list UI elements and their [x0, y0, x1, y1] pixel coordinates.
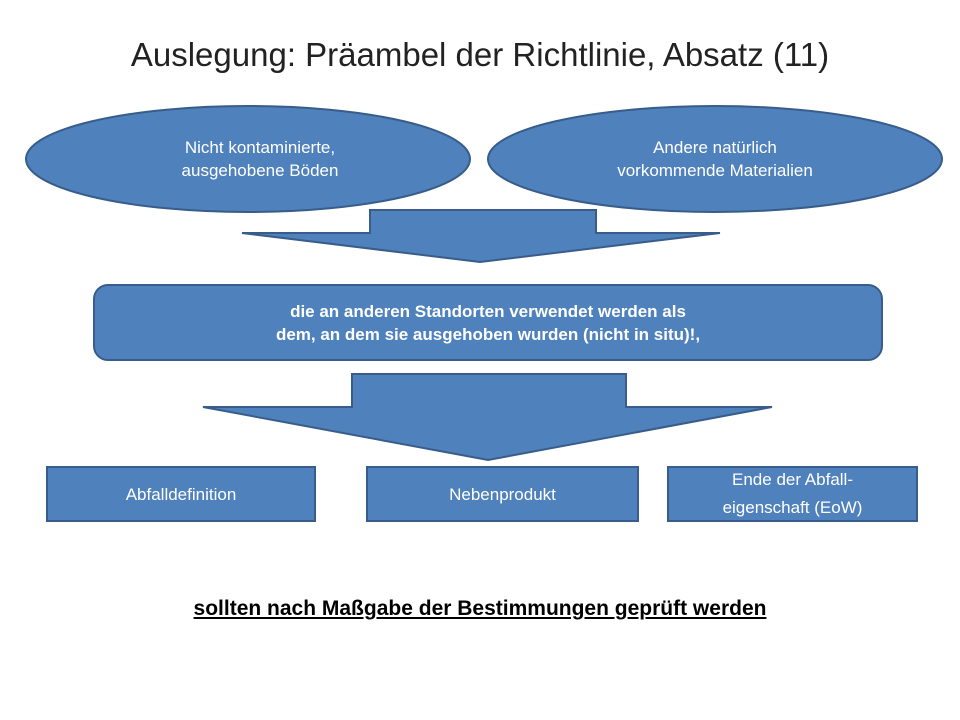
- box-end-of-waste-label: [668, 467, 917, 521]
- middle-box-line-1: die an anderen Standorten verwendet werden als: [290, 301, 686, 321]
- box-2-text: Nebenprodukt: [449, 484, 556, 504]
- footer-note: sollten nach Maßgabe der Bestimmungen geprüft werden: [193, 597, 767, 620]
- oval-uncontaminated-soil-label: [40, 120, 480, 198]
- oval-2-line-2: vorkommende Materialien: [617, 161, 813, 180]
- box-waste-definition-label: [47, 467, 315, 521]
- oval-1-line-2: ausgehobene Böden: [181, 161, 339, 180]
- oval-2-line-1: Andere natürlich: [653, 138, 777, 157]
- box-3-line-2: eigenschaft (EoW): [722, 498, 863, 517]
- slide-title: Auslegung: Präambel der Richtlinie, Absatz (11): [130, 36, 830, 73]
- box-1-text: Abfalldefinition: [125, 484, 237, 504]
- box-by-product-label: [367, 467, 638, 521]
- down-arrow-2: [203, 374, 772, 460]
- middle-box-label: [94, 285, 882, 360]
- box-3-line-1: Ende der Abfall-: [732, 470, 853, 489]
- middle-box-line-2: dem, an dem sie ausgehoben wurden (nicht in situ)!,: [275, 324, 701, 344]
- oval-1-line-1: Nicht kontaminierte,: [184, 138, 336, 157]
- down-arrow-1: [242, 210, 720, 262]
- oval-natural-materials-label: [495, 120, 935, 198]
